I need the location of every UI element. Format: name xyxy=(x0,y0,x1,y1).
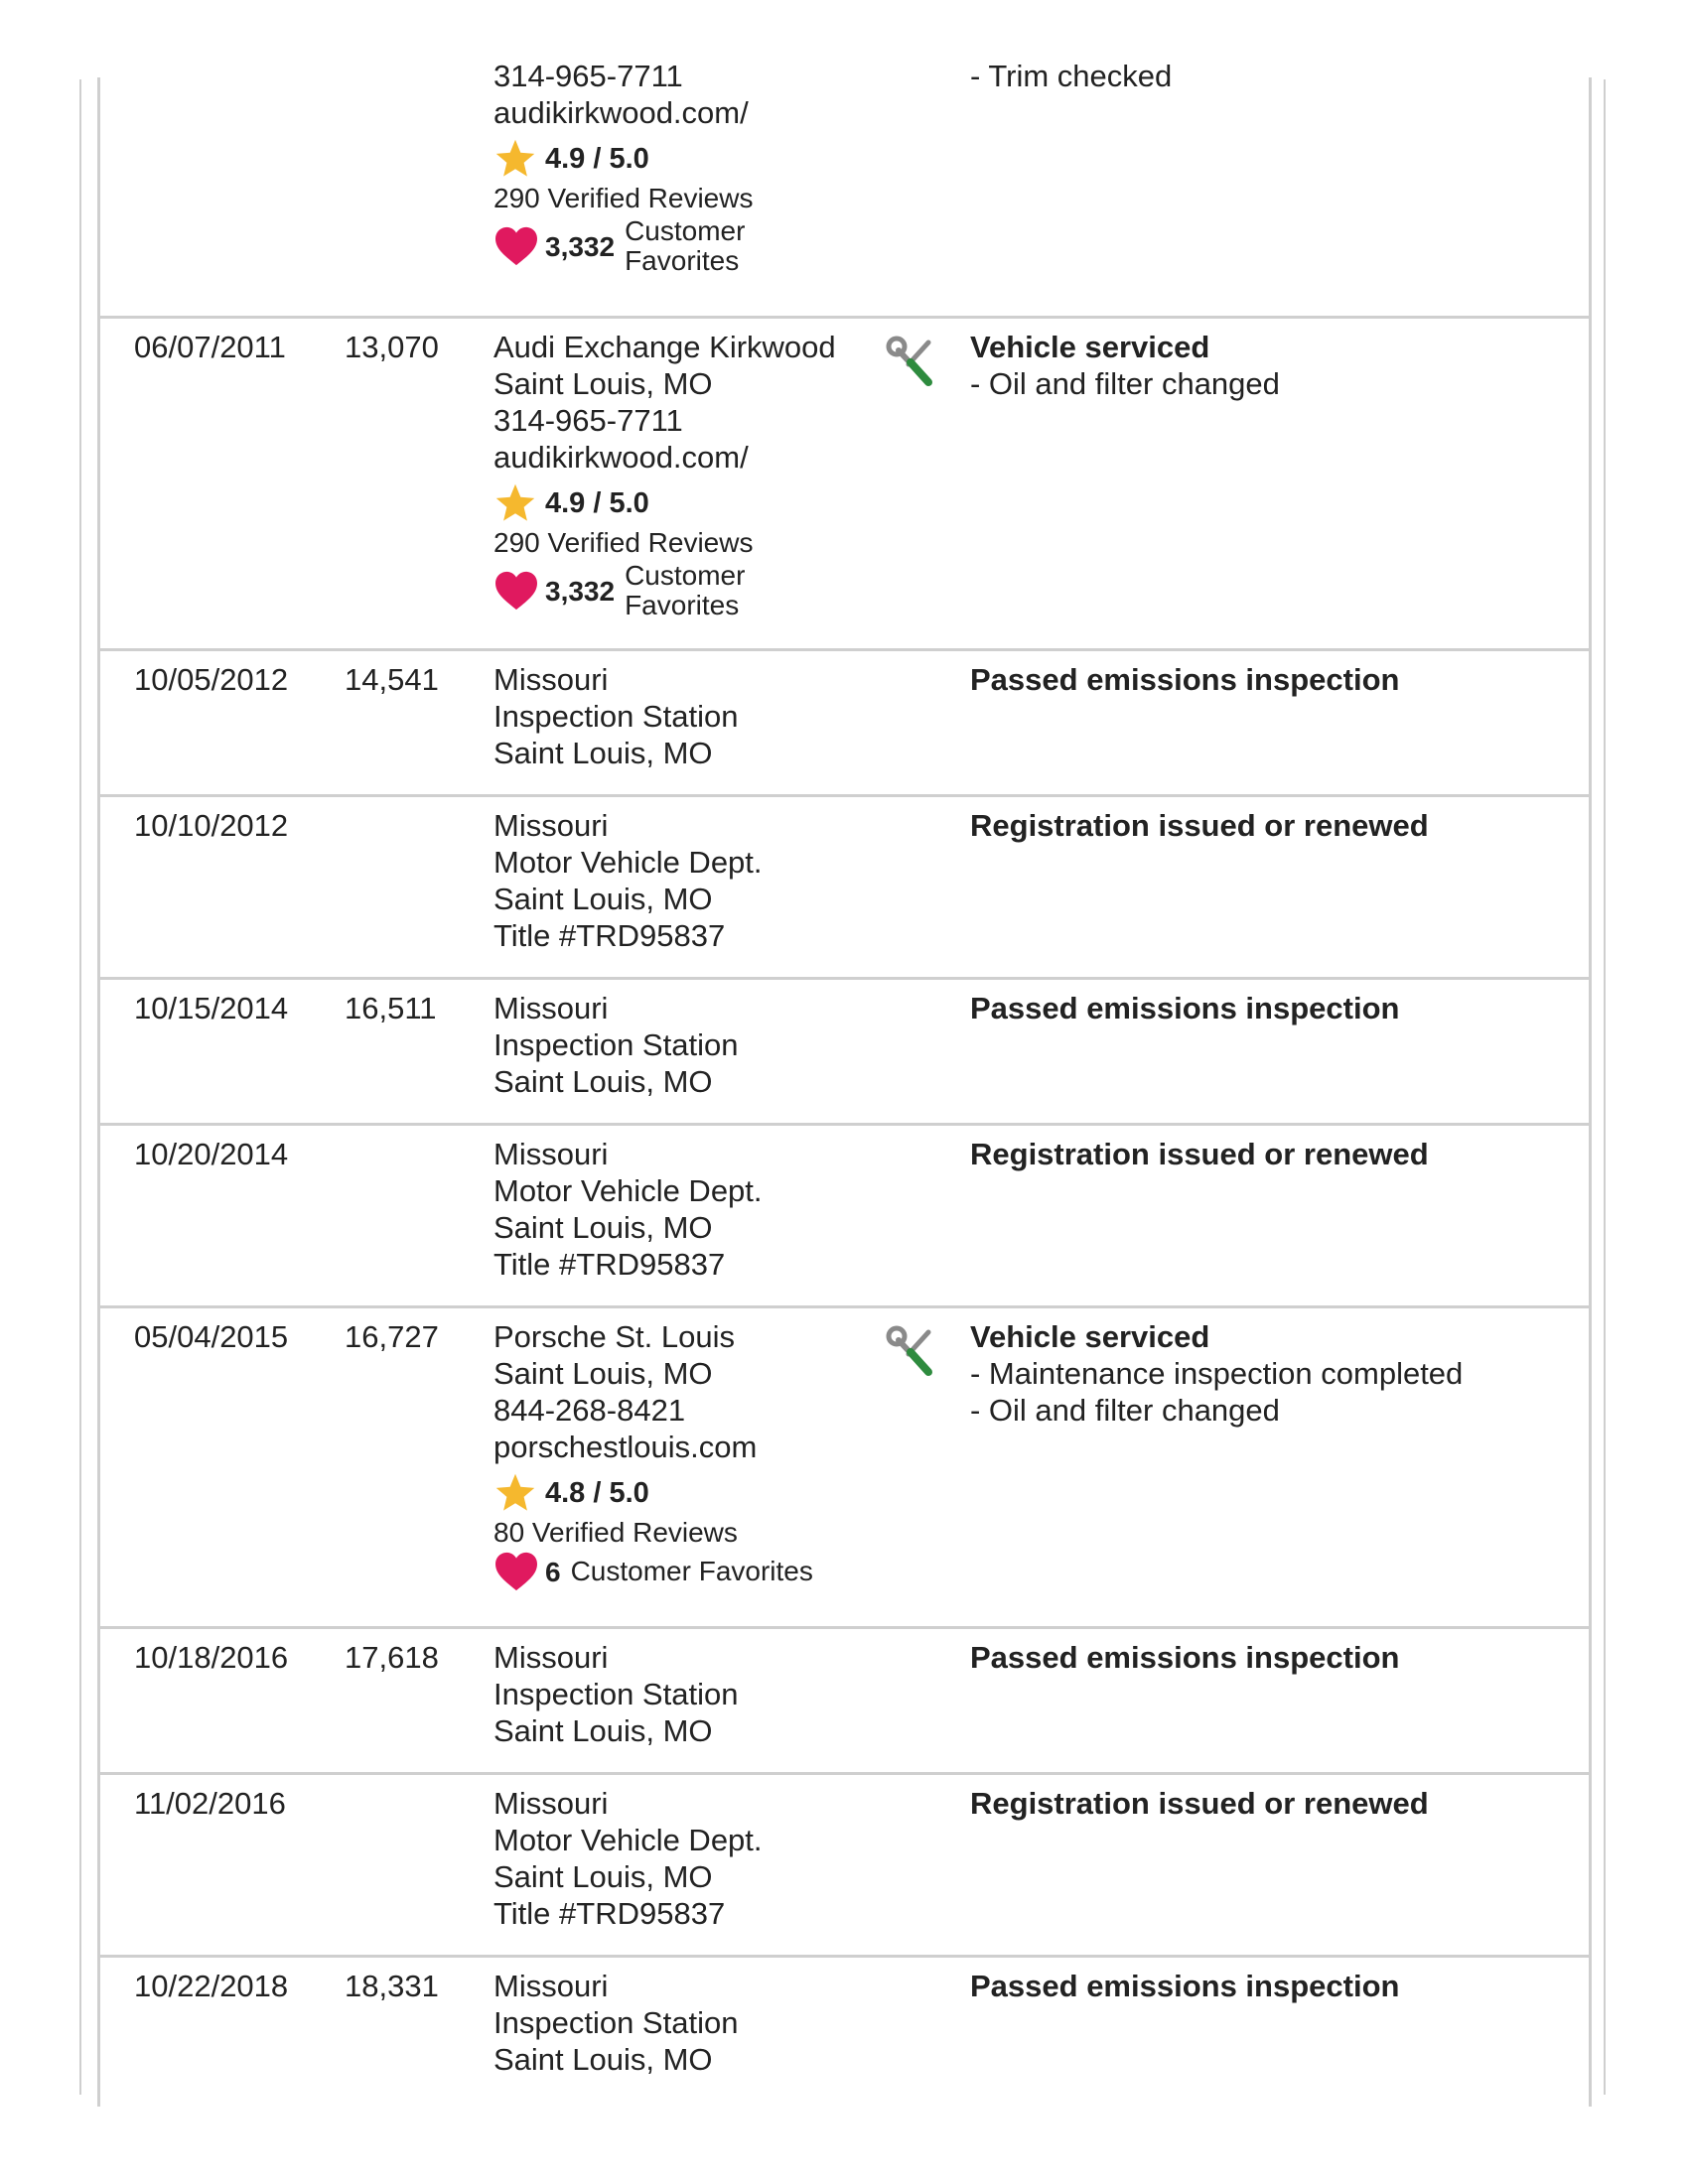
record-source xyxy=(493,807,763,954)
verified-reviews: 80 Verified Reviews xyxy=(493,1517,738,1548)
table-row xyxy=(100,319,1589,651)
record-detail xyxy=(970,1785,1429,1822)
wrench-screwdriver-icon xyxy=(885,1324,940,1380)
wrench-screwdriver-icon xyxy=(885,335,940,390)
source-line: Motor Vehicle Dept. xyxy=(493,1173,763,1208)
record-odometer: 14,541 xyxy=(345,662,439,697)
source-line: Saint Louis, MO xyxy=(493,1859,713,1894)
source-line: Inspection Station xyxy=(493,1027,739,1062)
verified-reviews: 290 Verified Reviews xyxy=(493,183,754,213)
source-line: Saint Louis, MO xyxy=(493,1064,713,1099)
record-source xyxy=(493,1639,738,1749)
source-line: Missouri xyxy=(493,1786,609,1821)
detail-title: Passed emissions inspection xyxy=(970,1969,1400,2003)
source-line: Title #TRD95837 xyxy=(493,918,726,953)
source-line: Saint Louis, MO xyxy=(493,1713,713,1748)
table-row xyxy=(100,59,1589,319)
source-line: porschestlouis.com xyxy=(493,1430,758,1464)
source-line: Missouri xyxy=(493,991,609,1025)
detail-title: Registration issued or renewed xyxy=(970,1786,1429,1821)
source-line: Motor Vehicle Dept. xyxy=(493,1823,763,1857)
favorites-count: 6 xyxy=(545,1556,561,1587)
record-detail xyxy=(970,1968,1399,2004)
record-detail xyxy=(970,661,1399,698)
record-detail xyxy=(970,990,1399,1026)
page-border-right xyxy=(1604,79,1606,2095)
source-line: Missouri xyxy=(493,662,609,697)
customer-favorites xyxy=(493,216,754,276)
source-line: 844-268-8421 xyxy=(493,1393,686,1428)
table-row xyxy=(100,1308,1589,1629)
star-icon xyxy=(493,137,537,181)
record-source xyxy=(493,329,836,620)
favorites-count: 3,332 xyxy=(545,230,616,262)
source-line: Inspection Station xyxy=(493,699,739,734)
source-line: 314-965-7711 xyxy=(493,59,683,93)
heart-icon xyxy=(493,1551,539,1592)
record-source xyxy=(493,1968,738,2078)
record-odometer: 13,070 xyxy=(345,330,439,364)
star-icon xyxy=(493,481,537,525)
source-line: Missouri xyxy=(493,1137,609,1171)
source-line: Saint Louis, MO xyxy=(493,882,713,916)
table-row xyxy=(100,980,1589,1126)
source-line: Porsche St. Louis xyxy=(493,1319,735,1354)
record-date: 11/02/2016 xyxy=(134,1786,286,1821)
rating-value: 4.8 / 5.0 xyxy=(545,1476,649,1509)
detail-title: Registration issued or renewed xyxy=(970,1137,1429,1171)
record-date: 10/18/2016 xyxy=(134,1640,289,1675)
record-odometer: 18,331 xyxy=(345,1969,439,2003)
source-line: Saint Louis, MO xyxy=(493,2042,713,2077)
page-border-left xyxy=(79,79,81,2095)
rating-value: 4.9 / 5.0 xyxy=(545,142,649,175)
source-line: Audi Exchange Kirkwood xyxy=(493,330,836,364)
favorites-label: Customer Favorites xyxy=(570,1556,813,1586)
source-line: Inspection Station xyxy=(493,2005,739,2040)
source-line: Saint Louis, MO xyxy=(493,736,713,770)
table-row xyxy=(100,1126,1589,1308)
rating-value: 4.9 / 5.0 xyxy=(545,486,649,519)
record-source xyxy=(493,58,754,276)
table-row xyxy=(100,1775,1589,1958)
verified-reviews: 290 Verified Reviews xyxy=(493,527,754,558)
favorites-label: Customer Favorites xyxy=(625,215,746,276)
record-detail xyxy=(970,329,1280,402)
star-icon xyxy=(493,1471,537,1515)
record-odometer: 16,727 xyxy=(345,1319,439,1354)
detail-item: - Maintenance inspection completed xyxy=(970,1356,1464,1391)
customer-favorites xyxy=(493,1551,813,1592)
table-row xyxy=(100,651,1589,797)
source-line: Missouri xyxy=(493,808,609,843)
detail-title: Vehicle serviced xyxy=(970,1319,1210,1354)
detail-item: - Trim checked xyxy=(970,59,1173,93)
detail-item: - Oil and filter changed xyxy=(970,1393,1280,1428)
record-detail xyxy=(970,1136,1429,1172)
detail-item: - Oil and filter changed xyxy=(970,366,1280,401)
source-line: audikirkwood.com/ xyxy=(493,440,749,475)
source-line: Inspection Station xyxy=(493,1677,739,1711)
record-date: 06/07/2011 xyxy=(134,330,286,364)
source-line: Motor Vehicle Dept. xyxy=(493,845,763,880)
detail-title: Registration issued or renewed xyxy=(970,808,1429,843)
detail-title: Passed emissions inspection xyxy=(970,1640,1400,1675)
source-line: Saint Louis, MO xyxy=(493,1210,713,1245)
record-source xyxy=(493,1318,813,1592)
favorites-count: 3,332 xyxy=(545,575,616,607)
record-date: 10/15/2014 xyxy=(134,991,289,1025)
record-date: 10/20/2014 xyxy=(134,1137,289,1171)
record-date: 05/04/2015 xyxy=(134,1319,289,1354)
record-source xyxy=(493,1785,763,1932)
detail-title: Passed emissions inspection xyxy=(970,991,1400,1025)
source-line: Missouri xyxy=(493,1969,609,2003)
rating xyxy=(493,481,836,525)
record-source xyxy=(493,1136,763,1283)
history-records-table xyxy=(97,59,1592,2107)
record-detail xyxy=(970,1639,1399,1676)
table-row xyxy=(100,797,1589,980)
heart-icon xyxy=(493,570,539,612)
record-detail xyxy=(970,807,1429,844)
rating xyxy=(493,137,754,181)
record-source xyxy=(493,661,738,771)
source-line: Title #TRD95837 xyxy=(493,1896,726,1931)
record-odometer: 17,618 xyxy=(345,1640,439,1675)
table-row xyxy=(100,1958,1589,2107)
record-date: 10/10/2012 xyxy=(134,808,289,843)
source-line: 314-965-7711 xyxy=(493,403,683,438)
source-line: Saint Louis, MO xyxy=(493,1356,713,1391)
record-source xyxy=(493,990,738,1100)
rating xyxy=(493,1471,813,1515)
customer-favorites xyxy=(493,561,836,620)
table-row xyxy=(100,1629,1589,1775)
source-line: audikirkwood.com/ xyxy=(493,95,749,130)
source-line: Missouri xyxy=(493,1640,609,1675)
record-date: 10/22/2018 xyxy=(134,1969,289,2003)
heart-icon xyxy=(493,225,539,267)
record-date: 10/05/2012 xyxy=(134,662,289,697)
detail-title: Passed emissions inspection xyxy=(970,662,1400,697)
record-detail xyxy=(970,1318,1463,1429)
favorites-label: Customer Favorites xyxy=(625,560,746,620)
record-odometer: 16,511 xyxy=(345,991,437,1025)
record-detail xyxy=(970,58,1172,94)
source-line: Title #TRD95837 xyxy=(493,1247,726,1282)
source-line: Saint Louis, MO xyxy=(493,366,713,401)
detail-title: Vehicle serviced xyxy=(970,330,1210,364)
